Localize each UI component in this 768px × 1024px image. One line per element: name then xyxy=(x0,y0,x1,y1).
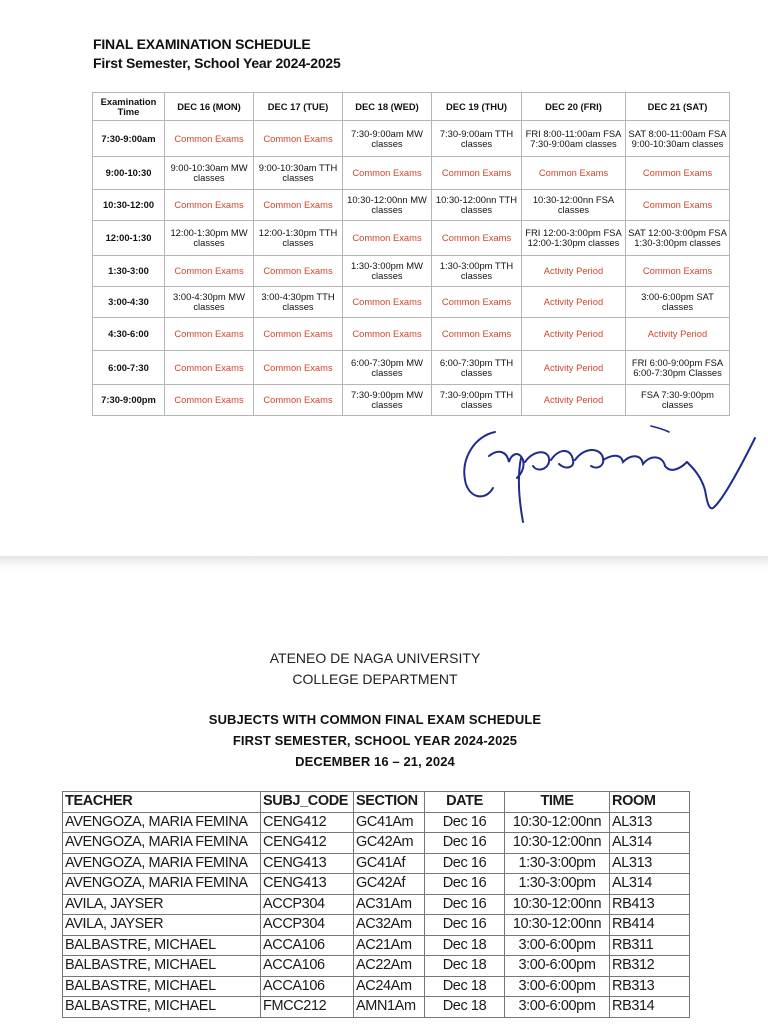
schedule-cell: Common Exams xyxy=(254,256,343,287)
common-exam-subjects-table xyxy=(62,791,690,1018)
table-cell: RB314 xyxy=(610,997,690,1018)
table-cell: BALBASTRE, MICHAEL xyxy=(63,997,261,1018)
schedule-cell: 7:30-9:00am TTH classes xyxy=(432,121,522,157)
header-teacher: TEACHER xyxy=(63,792,261,813)
schedule-cell: Activity Period xyxy=(522,318,626,351)
schedule-cell: 6:00-7:30pm MW classes xyxy=(343,351,432,385)
table-cell: AVENGOZA, MARIA FEMINA xyxy=(63,812,261,833)
exam-time-cell: 9:00-10:30 xyxy=(93,157,165,190)
schedule-cell: Common Exams xyxy=(165,190,254,221)
table-cell: 10:30-12:00nn xyxy=(505,833,610,854)
table-row xyxy=(63,976,690,997)
table-row xyxy=(63,853,690,874)
subjects-header-row xyxy=(63,792,690,813)
document-subtitle: First Semester, School Year 2024-2025 xyxy=(93,55,341,71)
schedule-cell: 10:30-12:00nn FSA classes xyxy=(522,190,626,221)
schedule-cell: Common Exams xyxy=(165,121,254,157)
table-cell: 1:30-3:00pm xyxy=(505,874,610,895)
table-cell: RB414 xyxy=(610,915,690,936)
exam-time-cell: 4:30-6:00 xyxy=(93,318,165,351)
table-cell: AVILA, JAYSER xyxy=(63,894,261,915)
table-row xyxy=(63,833,690,854)
table-cell: ACCA106 xyxy=(261,976,354,997)
schedule-cell: 7:30-9:00pm TTH classes xyxy=(432,385,522,416)
table-cell: BALBASTRE, MICHAEL xyxy=(63,935,261,956)
header-exam-time: Examination Time xyxy=(93,93,165,121)
schedule-cell: Common Exams xyxy=(343,318,432,351)
table-cell: 3:00-6:00pm xyxy=(505,976,610,997)
header-dec-16: DEC 16 (MON) xyxy=(165,93,254,121)
exam-time-cell: 3:00-4:30 xyxy=(93,287,165,318)
exam-time-cell: 7:30-9:00am xyxy=(93,121,165,157)
schedule-cell: SAT 8:00-11:00am FSA 9:00-10:30am classes xyxy=(626,121,730,157)
table-cell: Dec 18 xyxy=(425,956,505,977)
schedule-cell: SAT 12:00-3:00pm FSA 1:30-3:00pm classes xyxy=(626,221,730,256)
exam-time-cell: 1:30-3:00 xyxy=(93,256,165,287)
schedule-row xyxy=(93,287,730,318)
header-dec-20: DEC 20 (FRI) xyxy=(522,93,626,121)
schedule-cell: FRI 6:00-9:00pm FSA 6:00-7:30pm Classes xyxy=(626,351,730,385)
schedule-cell: Activity Period xyxy=(626,318,730,351)
schedule-row xyxy=(93,256,730,287)
schedule-cell: 10:30-12:00nn MW classes xyxy=(343,190,432,221)
schedule-row xyxy=(93,121,730,157)
schedule-cell: Activity Period xyxy=(522,287,626,318)
table-cell: ACCA106 xyxy=(261,956,354,977)
table-cell: ACCP304 xyxy=(261,894,354,915)
schedule-cell: 1:30-3:00pm TTH classes xyxy=(432,256,522,287)
table-cell: AL314 xyxy=(610,874,690,895)
page-separator xyxy=(0,556,768,570)
schedule-row xyxy=(93,221,730,256)
schedule-row xyxy=(93,190,730,221)
header-time: TIME xyxy=(505,792,610,813)
schedule-cell: Common Exams xyxy=(165,256,254,287)
schedule-cell: 12:00-1:30pm TTH classes xyxy=(254,221,343,256)
list-heading: SUBJECTS WITH COMMON FINAL EXAM SCHEDULE xyxy=(208,712,542,727)
schedule-cell: Activity Period xyxy=(522,256,626,287)
table-cell: Dec 16 xyxy=(425,915,505,936)
schedule-header-row xyxy=(93,93,730,121)
table-cell: Dec 16 xyxy=(425,812,505,833)
table-cell: AC31Am xyxy=(354,894,425,915)
schedule-row xyxy=(93,385,730,416)
table-cell: GC41Af xyxy=(354,853,425,874)
header-date: DATE xyxy=(425,792,505,813)
table-row xyxy=(63,956,690,977)
schedule-cell: Common Exams xyxy=(626,190,730,221)
schedule-cell: Common Exams xyxy=(254,318,343,351)
header-dec-19: DEC 19 (THU) xyxy=(432,93,522,121)
table-cell: Dec 18 xyxy=(425,997,505,1018)
department-name: COLLEGE DEPARTMENT xyxy=(292,671,458,687)
document-title: FINAL EXAMINATION SCHEDULE xyxy=(93,36,311,52)
table-cell: FMCC212 xyxy=(261,997,354,1018)
table-cell: GC42Am xyxy=(354,833,425,854)
schedule-cell: 12:00-1:30pm MW classes xyxy=(165,221,254,256)
table-row xyxy=(63,935,690,956)
table-cell: 10:30-12:00nn xyxy=(505,812,610,833)
schedule-cell: 9:00-10:30am MW classes xyxy=(165,157,254,190)
header-subj-code: SUBJ_CODE xyxy=(261,792,354,813)
table-cell: AL313 xyxy=(610,812,690,833)
schedule-row xyxy=(93,318,730,351)
table-cell: 3:00-6:00pm xyxy=(505,956,610,977)
schedule-cell: Common Exams xyxy=(432,318,522,351)
table-cell: Dec 16 xyxy=(425,833,505,854)
table-row xyxy=(63,874,690,895)
schedule-cell: FRI 8:00-11:00am FSA 7:30-9:00am classes xyxy=(522,121,626,157)
date-range-heading: DECEMBER 16 – 21, 2024 xyxy=(295,754,455,769)
schedule-cell: 7:30-9:00pm MW classes xyxy=(343,385,432,416)
schedule-cell: 6:00-7:30pm TTH classes xyxy=(432,351,522,385)
table-cell: AC32Am xyxy=(354,915,425,936)
table-cell: Dec 18 xyxy=(425,976,505,997)
table-cell: RB312 xyxy=(610,956,690,977)
table-cell: RB413 xyxy=(610,894,690,915)
header-dec-21: DEC 21 (SAT) xyxy=(626,93,730,121)
schedule-cell: FSA 7:30-9:00pm classes xyxy=(626,385,730,416)
schedule-cell: Common Exams xyxy=(254,121,343,157)
schedule-cell: Common Exams xyxy=(343,157,432,190)
schedule-cell: FRI 12:00-3:00pm FSA 12:00-1:30pm classes xyxy=(522,221,626,256)
schedule-cell: Common Exams xyxy=(254,351,343,385)
table-cell: AVENGOZA, MARIA FEMINA xyxy=(63,833,261,854)
schedule-row xyxy=(93,351,730,385)
schedule-cell: Common Exams xyxy=(343,221,432,256)
table-cell: GC41Am xyxy=(354,812,425,833)
table-cell: CENG413 xyxy=(261,874,354,895)
table-cell: 10:30-12:00nn xyxy=(505,915,610,936)
table-cell: ACCP304 xyxy=(261,915,354,936)
table-row xyxy=(63,915,690,936)
schedule-cell: 3:00-4:30pm TTH classes xyxy=(254,287,343,318)
table-cell: 3:00-6:00pm xyxy=(505,997,610,1018)
schedule-cell: Activity Period xyxy=(522,351,626,385)
table-cell: AL313 xyxy=(610,853,690,874)
schedule-cell: 10:30-12:00nn TTH classes xyxy=(432,190,522,221)
table-cell: CENG413 xyxy=(261,853,354,874)
header-section: SECTION xyxy=(354,792,425,813)
table-cell: AL314 xyxy=(610,833,690,854)
table-cell: 10:30-12:00nn xyxy=(505,894,610,915)
table-cell: GC42Af xyxy=(354,874,425,895)
table-cell: Dec 16 xyxy=(425,894,505,915)
schedule-cell: Common Exams xyxy=(432,157,522,190)
table-cell: RB313 xyxy=(610,976,690,997)
table-row xyxy=(63,812,690,833)
semester-heading: FIRST SEMESTER, SCHOOL YEAR 2024-2025 xyxy=(232,733,518,748)
table-cell: ACCA106 xyxy=(261,935,354,956)
table-cell: AVILA, JAYSER xyxy=(63,915,261,936)
exam-time-cell: 7:30-9:00pm xyxy=(93,385,165,416)
table-cell: CENG412 xyxy=(261,812,354,833)
schedule-cell: Common Exams xyxy=(254,385,343,416)
schedule-cell: Common Exams xyxy=(165,351,254,385)
table-cell: Dec 16 xyxy=(425,874,505,895)
schedule-cell: Common Exams xyxy=(254,190,343,221)
table-cell: AC24Am xyxy=(354,976,425,997)
exam-time-cell: 10:30-12:00 xyxy=(93,190,165,221)
exam-time-cell: 12:00-1:30 xyxy=(93,221,165,256)
schedule-cell: 3:00-6:00pm SAT classes xyxy=(626,287,730,318)
header-room: ROOM xyxy=(610,792,690,813)
schedule-cell: 9:00-10:30am TTH classes xyxy=(254,157,343,190)
schedule-cell: Common Exams xyxy=(626,157,730,190)
schedule-row xyxy=(93,157,730,190)
table-cell: BALBASTRE, MICHAEL xyxy=(63,976,261,997)
schedule-cell: Activity Period xyxy=(522,385,626,416)
schedule-cell: Common Exams xyxy=(522,157,626,190)
table-cell: RB311 xyxy=(610,935,690,956)
schedule-cell: Common Exams xyxy=(165,385,254,416)
header-dec-17: DEC 17 (TUE) xyxy=(254,93,343,121)
schedule-cell: Common Exams xyxy=(432,287,522,318)
table-cell: AC22Am xyxy=(354,956,425,977)
schedule-cell: Common Exams xyxy=(626,256,730,287)
table-cell: Dec 16 xyxy=(425,853,505,874)
table-cell: AVENGOZA, MARIA FEMINA xyxy=(63,853,261,874)
table-row xyxy=(63,997,690,1018)
common-exams-page xyxy=(0,570,768,1024)
schedule-cell: 7:30-9:00am MW classes xyxy=(343,121,432,157)
schedule-cell: Common Exams xyxy=(165,318,254,351)
table-cell: BALBASTRE, MICHAEL xyxy=(63,956,261,977)
schedule-cell: Common Exams xyxy=(343,287,432,318)
university-name: ATENEO DE NAGA UNIVERSITY xyxy=(269,650,481,666)
exam-time-cell: 6:00-7:30 xyxy=(93,351,165,385)
signature xyxy=(455,418,765,528)
schedule-cell: 1:30-3:00pm MW classes xyxy=(343,256,432,287)
table-cell: AMN1Am xyxy=(354,997,425,1018)
schedule-cell: Common Exams xyxy=(432,221,522,256)
table-cell: AVENGOZA, MARIA FEMINA xyxy=(63,874,261,895)
table-cell: AC21Am xyxy=(354,935,425,956)
table-row xyxy=(63,894,690,915)
table-cell: 3:00-6:00pm xyxy=(505,935,610,956)
table-cell: 1:30-3:00pm xyxy=(505,853,610,874)
table-cell: CENG412 xyxy=(261,833,354,854)
schedule-cell: 3:00-4:30pm MW classes xyxy=(165,287,254,318)
table-cell: Dec 18 xyxy=(425,935,505,956)
final-exam-schedule-table xyxy=(92,92,730,416)
header-dec-18: DEC 18 (WED) xyxy=(343,93,432,121)
